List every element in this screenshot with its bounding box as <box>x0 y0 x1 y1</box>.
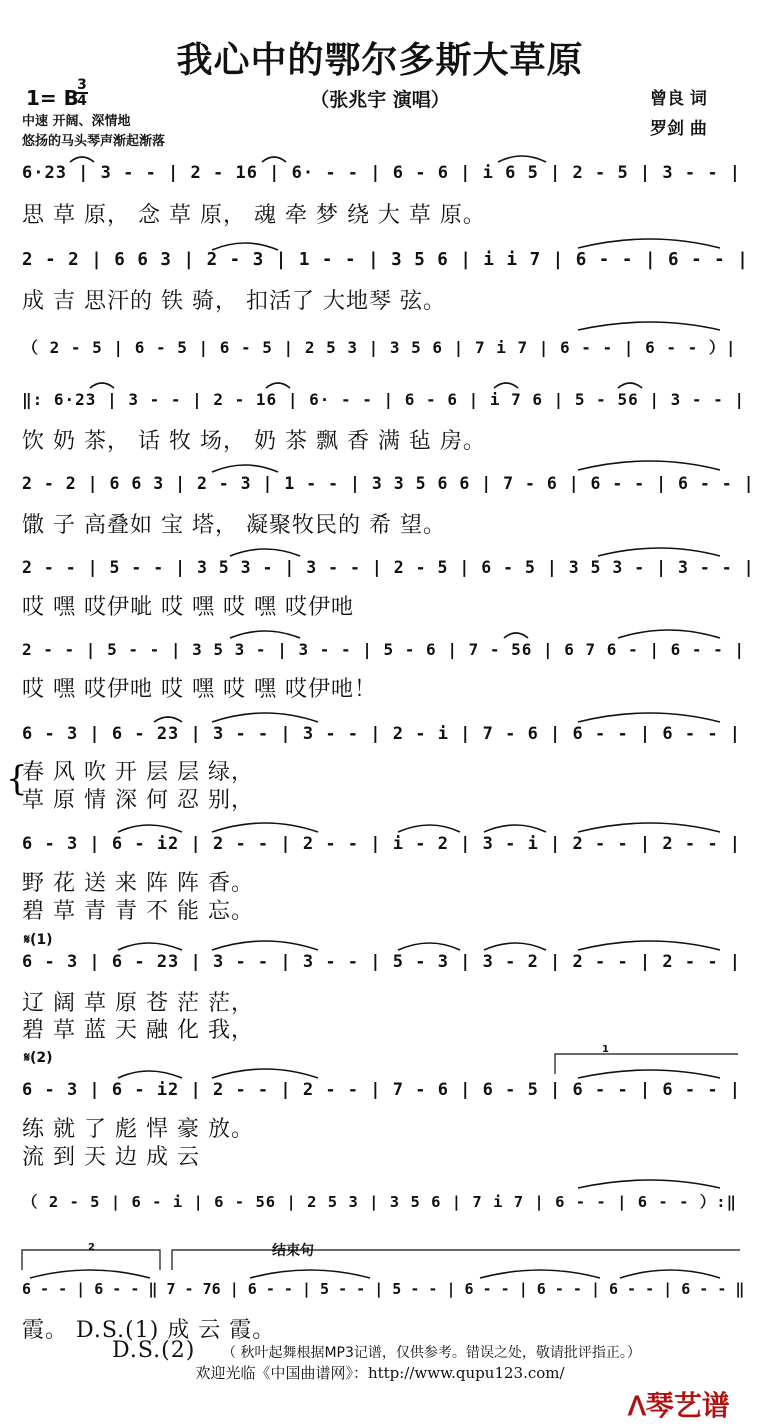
slur <box>618 383 642 388</box>
slur <box>498 156 546 162</box>
slur <box>70 157 94 162</box>
slur <box>578 1180 720 1188</box>
lyricist-credit: 曾良 词 <box>650 89 707 109</box>
composer-credit: 罗剑 曲 <box>650 119 707 139</box>
slur <box>484 943 546 950</box>
slur <box>30 1270 150 1278</box>
slur <box>484 825 546 832</box>
ending-bracket <box>172 1250 740 1270</box>
volta-2-label: 2 <box>88 1242 95 1253</box>
notation-row-7: 2 - - | 5 - - | 3 5 3 - | 3 - - | 5 - 6 | 7 - 56 | 6 7 6 - | 6 - - | <box>22 640 746 659</box>
ds2-label: D.S.(2) <box>112 1338 196 1363</box>
slur <box>398 943 460 950</box>
notation-row-3-interlude: （ 2 - 5 | 6 - 5 | 6 - 5 | 2 5 3 | 3 5 6 | 7 i 7 | 6 - - | 6 - - ）| <box>22 338 737 357</box>
slur <box>618 630 720 638</box>
slur <box>578 322 720 330</box>
slur <box>212 941 318 950</box>
lyric-row-6: 哎 嘿 哎伊呲 哎 嘿 哎 嘿 哎伊吔 <box>22 595 354 620</box>
slur-marks <box>30 156 720 1278</box>
slur <box>578 461 720 470</box>
slur <box>212 465 278 472</box>
meter-bottom: 4 <box>77 93 87 109</box>
slur <box>212 243 278 250</box>
notation-row-4: ‖: 6·23 | 3 - - | 2 - 16 | 6· - - | 6 - 6 | i 7 6 | 5 - 56 | 3 - - | <box>22 390 746 409</box>
meter-top: 3 <box>77 77 87 93</box>
key-signature: 1= B <box>26 86 79 110</box>
notation-row-13: 6 - - | 6 - - ‖ 7 - 76 | 6 - - | 5 - - | 5 - - | 6 - - | 6 - - | 6 - - | 6 - - ‖ <box>22 1280 745 1298</box>
notation-row-8: 6 - 3 | 6 - 23 | 3 - - | 3 - - | 2 - i | 7 - 6 | 6 - - | 6 - - | <box>22 724 742 744</box>
lyric-row-8-verse-1: 春 风 吹 开 层 层 绿， <box>22 760 254 785</box>
page-title: 我心中的鄂尔多斯大草原 <box>176 39 584 81</box>
logo-text: 琴艺谱 <box>645 1389 730 1422</box>
slur <box>578 713 720 722</box>
lyric-row-5: 馓 子 高叠如 宝 塔， 凝聚牧民的 希 望。 <box>22 513 446 538</box>
lyric-row-11-verse-1: 练 就 了 彪 悍 豪 放。 <box>22 1117 254 1142</box>
logo-mark-icon: ᐱ <box>628 1392 646 1422</box>
slur <box>118 1071 182 1078</box>
notation-row-2: 2 - 2 | 6 6 3 | 2 - 3 | 1 - - | 3 5 6 | i i 7 | 6 - - | 6 - - | <box>22 250 749 270</box>
segno-2: 𝄋(2) <box>24 1050 53 1066</box>
segno-1: 𝄋(1) <box>24 932 53 948</box>
slur <box>578 239 720 248</box>
transcriber-note: （ 秋叶起舞根据MP3记谱，仅供参考。错误之处，敬请批评指正。） <box>222 1345 641 1361</box>
slur <box>504 633 528 638</box>
slur <box>598 548 720 556</box>
notation-row-12-interlude: （ 2 - 5 | 6 - i | 6 - 56 | 2 5 3 | 3 5 6 | 7 i 7 | 6 - - | 6 - - ）:‖ <box>22 1193 737 1211</box>
ending-label: 结束句 <box>272 1243 314 1259</box>
lyric-row-9-verse-2: 碧 草 青 青 不 能 忘。 <box>22 899 254 924</box>
notation-row-9: 6 - 3 | 6 - i2 | 2 - - | 2 - - | i - 2 | 3 - i | 2 - - | 2 - - | <box>22 834 742 854</box>
slur <box>480 1270 600 1278</box>
volta-brackets <box>22 1054 740 1270</box>
slur <box>578 823 720 832</box>
lyric-row-1: 思 草 原， 念 草 原， 魂 牵 梦 绕 大 草 原。 <box>22 203 486 228</box>
lyric-row-11-verse-2: 流 到 天 边 成 云 <box>22 1145 200 1170</box>
notation-row-10: 6 - 3 | 6 - 23 | 3 - - | 3 - - | 5 - 3 | 3 - 2 | 2 - - | 2 - - | <box>22 952 742 972</box>
slur <box>250 1270 370 1278</box>
slur <box>212 823 318 832</box>
slur <box>266 383 290 388</box>
slur <box>494 383 518 388</box>
notation-row-5: 2 - 2 | 6 6 3 | 2 - 3 | 1 - - | 3 3 5 6 6 | 7 - 6 | 6 - - | 6 - - | <box>22 474 755 493</box>
singer-subtitle: （张兆宇 演唱） <box>310 89 450 111</box>
lyric-row-2: 成 吉 思汗的 铁 骑， 扣活了 大地琴 弦。 <box>22 289 446 314</box>
lyric-row-13: 霞。 D.S.(1) 成 云 霞。 <box>22 1318 276 1343</box>
notation-row-6: 2 - - | 5 - - | 3 5 3 - | 3 - - | 2 - 5 | 6 - 5 | 3 5 3 - | 3 - - | <box>22 558 755 577</box>
lyric-row-4: 饮 奶 茶， 话 牧 场， 奶 茶 飘 香 满 毡 房。 <box>22 429 486 454</box>
verse-brace-icon: { <box>6 759 28 799</box>
slur <box>578 1070 720 1078</box>
slur <box>118 825 182 832</box>
volta-2-bracket <box>22 1250 160 1270</box>
lyric-row-10-verse-2: 碧 草 蓝 天 融 化 我， <box>22 1018 254 1043</box>
lyric-row-9-verse-1: 野 花 送 来 阵 阵 香。 <box>22 871 254 896</box>
slur <box>230 549 300 556</box>
slur <box>230 631 300 638</box>
slur <box>620 1270 720 1278</box>
slur <box>90 383 114 388</box>
slur <box>154 717 182 722</box>
lyric-row-8-verse-2: 草 原 情 深 何 忍 别， <box>22 788 254 813</box>
lyric-row-10-verse-1: 辽 阔 草 原 苍 茫 茫， <box>22 991 254 1016</box>
lyric-row-7: 哎 嘿 哎伊吔 哎 嘿 哎 嘿 哎伊吔！ <box>22 677 377 702</box>
slur <box>212 1069 318 1078</box>
tempo-marking: 中速 开阔、深情地 <box>22 114 131 129</box>
slur <box>212 713 318 722</box>
intro-note: 悠扬的马头琴声渐起渐落 <box>22 134 166 149</box>
website-credit: 欢迎光临《中国曲谱网》：http://www.qupu123.com/ <box>195 1364 565 1382</box>
slur <box>578 941 720 950</box>
slur <box>398 825 460 832</box>
slur <box>118 943 182 950</box>
notation-row-11: 6 - 3 | 6 - i2 | 2 - - | 2 - - | 7 - 6 | 6 - 5 | 6 - - | 6 - - | <box>22 1080 742 1100</box>
volta-1-label: 1 <box>602 1044 609 1055</box>
notation-row-1: 6·23 | 3 - - | 2 - 16 | 6· - - | 6 - 6 | i 6 5 | 2 - 5 | 3 - - | <box>22 163 742 183</box>
slur <box>262 157 286 162</box>
volta-1-bracket <box>555 1054 738 1074</box>
